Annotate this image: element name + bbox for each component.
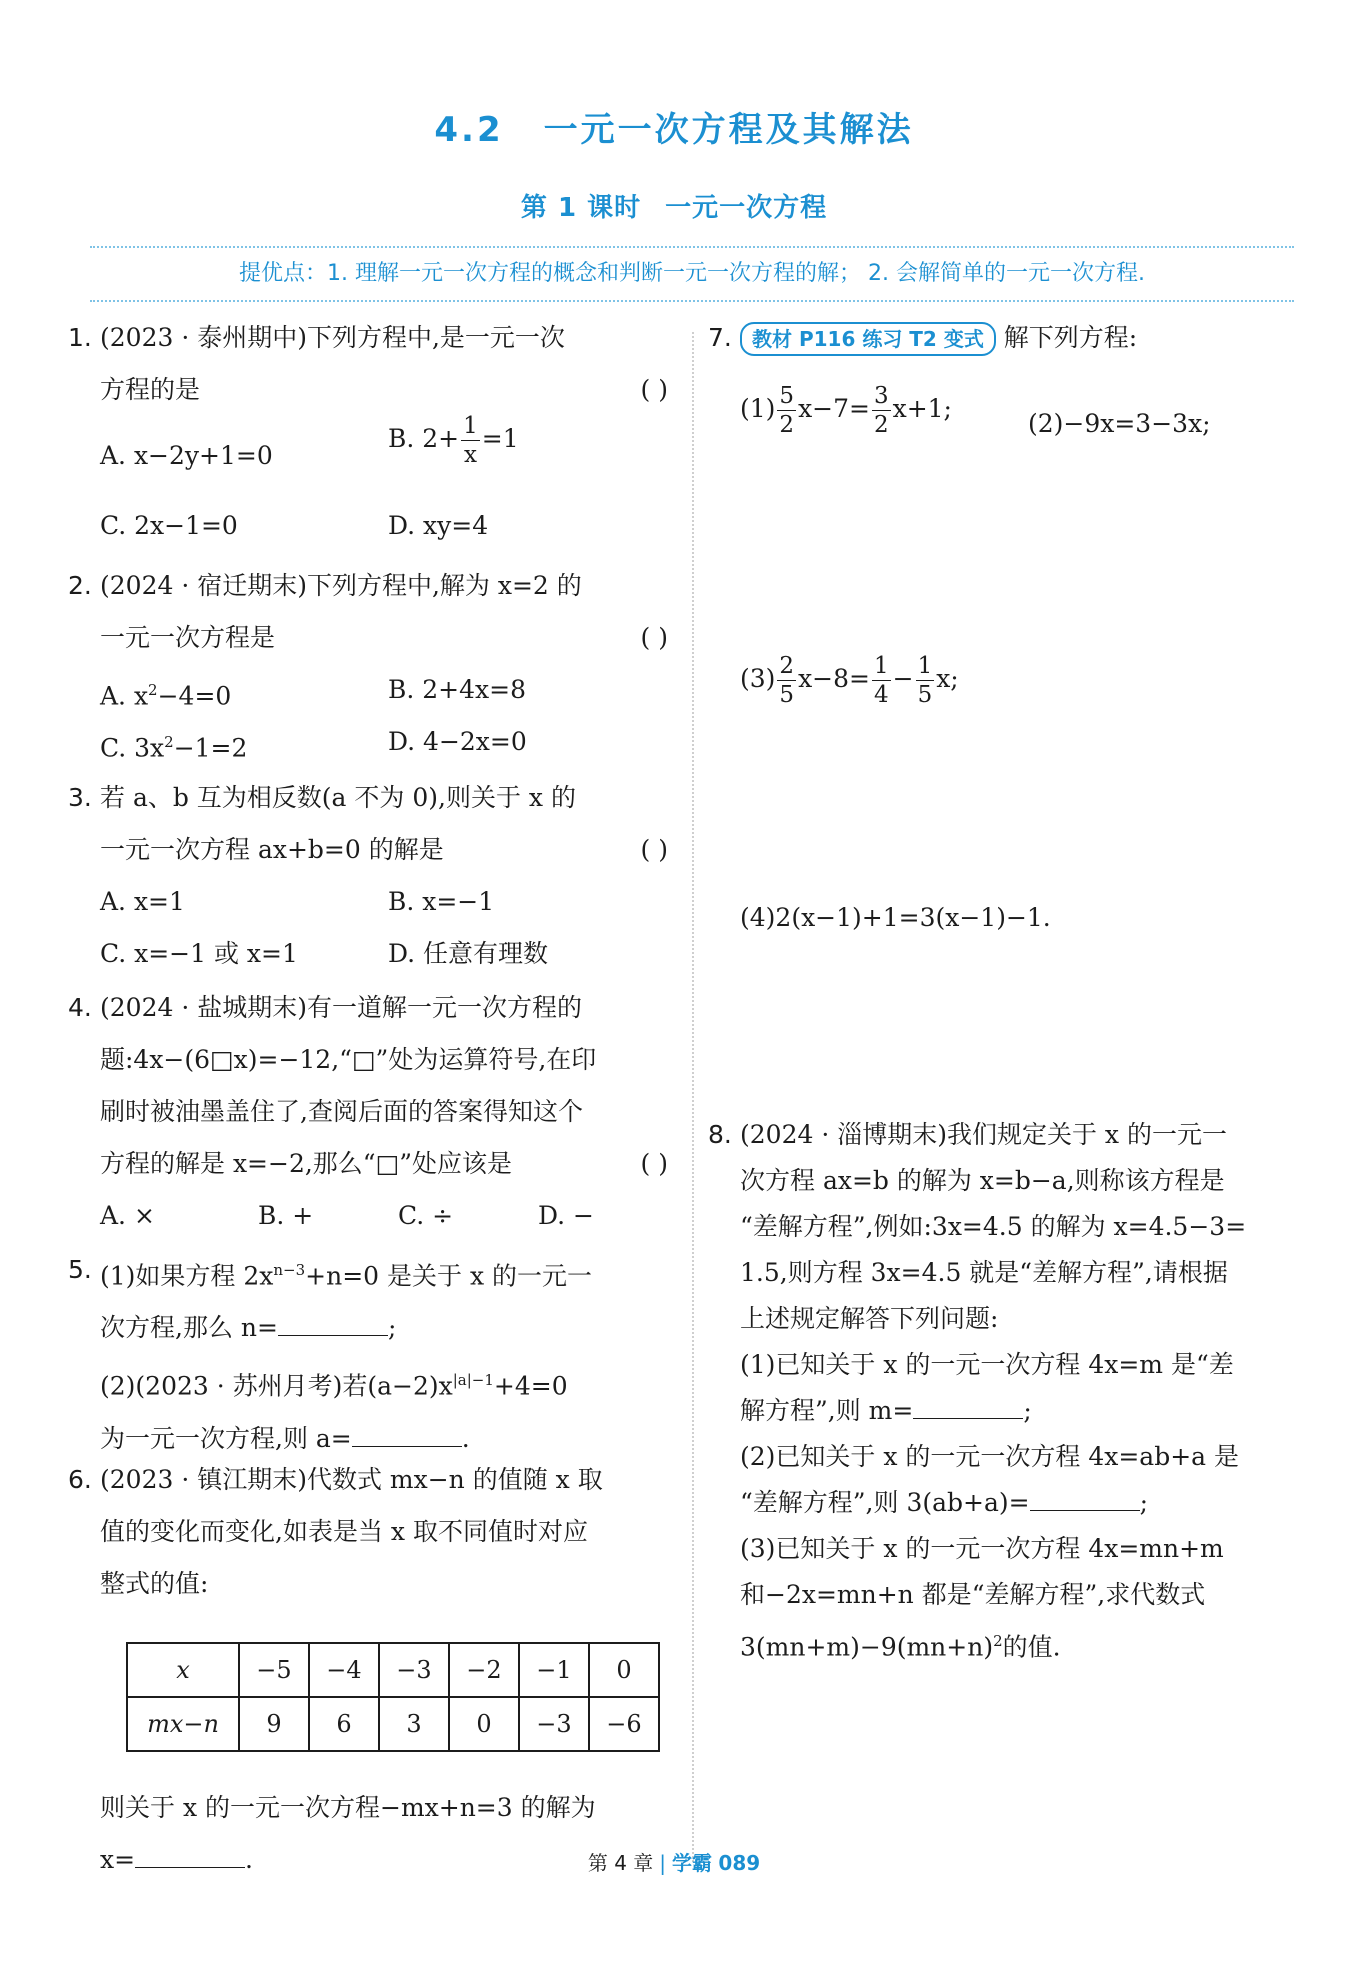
question-7 <box>708 312 1298 364</box>
page-footer: 第 4 章 | 学霸 089 <box>587 1851 761 1875</box>
question-6 <box>68 1454 668 1610</box>
table-row <box>127 1643 659 1697</box>
question-number: 6. <box>68 1465 92 1494</box>
part-1-line: (1)已知关于 x 的一元一次方程 4x=m 是“差 <box>740 1350 1234 1379</box>
option-b: B. + <box>258 1201 314 1230</box>
question-stem-line: 值的变化而变化,如表是当 x 取不同值时对应 <box>100 1517 588 1546</box>
part-1-line: 解方程”,则 m= ; <box>740 1388 1298 1434</box>
question-stem-line: 1.5,则方程 3x=4.5 就是“差解方程”,请根据 <box>740 1258 1228 1287</box>
answer-bracket: ( ) <box>640 835 668 864</box>
equation-4: (4)2(x−1)+1=3(x−1)−1. <box>740 903 1051 932</box>
question-stem-line: (2023 · 镇江期末)代数式 mx−n 的值随 x 取 <box>100 1465 603 1494</box>
lesson-number: 第 1 课时 <box>520 193 642 223</box>
option-c: C. $3x^2-1=2$ <box>100 733 248 763</box>
question-number: 8. <box>708 1120 732 1149</box>
table-cell: 3 <box>379 1697 449 1751</box>
brand-name: 学霸 <box>672 1851 713 1875</box>
question-1 <box>68 312 668 540</box>
question-stem-line: 题:4x−(6□x)=−12,“□”处为运算符号,在印 <box>100 1045 597 1074</box>
option-a: A. $x^2-4=0$ <box>100 681 232 711</box>
question-stem-line: (2024 · 淄博期末)我们规定关于 x 的一元一 <box>740 1120 1227 1149</box>
question-number: 1. <box>68 323 92 352</box>
option-b: B. 2+ $\frac{1}{x}$ =1 <box>388 413 519 468</box>
table-cell: −1 <box>519 1643 589 1697</box>
table-cell: 6 <box>309 1697 379 1751</box>
answer-blank[interactable] <box>352 1418 462 1447</box>
part-3-line: $3(mn+m)-9(mn+n)^2$的值. <box>740 1632 1061 1662</box>
part-3-line: 和−2x=mn+n 都是“差解方程”,求代数式 <box>740 1580 1206 1609</box>
question-number: 7. <box>708 323 732 352</box>
part-1-line: 次方程,那么 n= ; <box>100 1302 668 1354</box>
option-a: A. x=1 <box>100 887 185 916</box>
answer-bracket: ( ) <box>640 375 668 404</box>
option-a: A. × <box>100 1201 155 1230</box>
question-stem-line: 方程的解是 x=−2,那么“□”处应该是 <box>100 1149 512 1178</box>
option-d: D. 4−2x=0 <box>388 727 527 756</box>
part-2-line: (2)已知关于 x 的一元一次方程 4x=ab+a 是 <box>740 1442 1240 1471</box>
answer-blank[interactable] <box>1030 1482 1140 1511</box>
part-2-line: (2)(2023 · 苏州月考)若$(a-2)x^{|a|-1}+4=0$ <box>100 1371 568 1401</box>
option-d: D. xy=4 <box>388 511 489 540</box>
question-stem-line: 一元一次方程 ax+b=0 的解是 <box>100 835 444 864</box>
question-stem-line: (2024 · 盐城期末)有一道解一元一次方程的 <box>100 993 582 1022</box>
option-c: C. 2x−1=0 <box>100 511 238 540</box>
answer-bracket: ( ) <box>640 1149 668 1178</box>
equation-1: (1) $\frac{5}{2}$ x−7= $\frac{3}{2}$ x+1; <box>740 383 952 438</box>
followup-line: x= . <box>100 1834 668 1886</box>
question-number: 3. <box>68 783 92 812</box>
question-8 <box>708 1112 1298 1670</box>
table-header-cell: x <box>127 1643 239 1697</box>
question-3 <box>68 772 668 968</box>
option-c: C. ÷ <box>398 1201 454 1230</box>
lesson-subtitle <box>18 187 1330 224</box>
textbook-reference-tag: 教材 P116 练习 T2 变式 <box>740 322 996 356</box>
table-row <box>127 1697 659 1751</box>
question-number: 5. <box>68 1255 92 1284</box>
question-stem-line: 若 a、b 互为相反数(a 不为 0),则关于 x 的 <box>100 783 576 812</box>
question-2 <box>68 560 668 763</box>
column-divider <box>692 332 694 1862</box>
option-d: D. − <box>538 1201 594 1230</box>
question-stem-line: (2024 · 宿迁期末)下列方程中,解为 x=2 的 <box>100 571 582 600</box>
question-number: 4. <box>68 993 92 1022</box>
chapter-label: 第 4 章 <box>587 1851 654 1875</box>
option-b: B. x=−1 <box>388 887 495 916</box>
lesson-topic: 一元一次方程 <box>665 193 828 223</box>
answer-blank[interactable] <box>278 1307 388 1336</box>
table-cell: −3 <box>379 1643 449 1697</box>
table-cell: −4 <box>309 1643 379 1697</box>
question-4 <box>68 982 668 1230</box>
table-cell: −2 <box>449 1643 519 1697</box>
question-5 <box>68 1244 668 1465</box>
option-b: B. 2+4x=8 <box>388 675 526 704</box>
question-number: 2. <box>68 571 92 600</box>
section-title-text: 一元一次方程及其解法 <box>543 110 914 150</box>
table-cell: 0 <box>589 1643 659 1697</box>
table-cell: −5 <box>239 1643 309 1697</box>
page <box>18 12 1330 1952</box>
question-stem-line: 刷时被油墨盖住了,查阅后面的答案得知这个 <box>100 1097 583 1126</box>
question-stem-line: “差解方程”,例如:3x=4.5 的解为 x=4.5−3= <box>740 1212 1247 1241</box>
question-stem-line: 整式的值: <box>100 1569 209 1598</box>
part-3-line: (3)已知关于 x 的一元一次方程 4x=mn+m <box>740 1534 1224 1563</box>
value-table <box>126 1642 660 1752</box>
equation-2: (2)−9x=3−3x; <box>1028 409 1211 438</box>
question-stem-line: 方程的是 <box>100 375 201 404</box>
key-points-text: 提优点：1. 理解一元一次方程的概念和判断一元一次方程的解； 2. 会解简单的一元一次方程. <box>239 261 1145 286</box>
part-2-line: “差解方程”,则 3(ab+a)= ; <box>740 1480 1298 1526</box>
option-a: A. x−2y+1=0 <box>100 441 273 470</box>
equation-3: (3) $\frac{2}{5}$ x−8= $\frac{1}{4}$ − $\frac{1}{5}$ x; <box>740 653 959 708</box>
question-stem-line: 上述规定解答下列问题: <box>740 1304 999 1333</box>
key-points-bar <box>90 246 1294 302</box>
question-stem-line: 一元一次方程是 <box>100 623 276 652</box>
table-cell: 0 <box>449 1697 519 1751</box>
section-title <box>18 102 1330 151</box>
table-cell: −6 <box>589 1697 659 1751</box>
part-2-line: 为一元一次方程,则 a= . <box>100 1413 668 1465</box>
question-stem-line: 次方程 ax=b 的解为 x=b−a,则称该方程是 <box>740 1166 1225 1195</box>
table-cell: −3 <box>519 1697 589 1751</box>
table-cell: 9 <box>239 1697 309 1751</box>
question-stem-line: 教材 P116 练习 T2 变式 解下列方程: <box>740 312 1298 364</box>
section-number: 4.2 <box>434 110 504 150</box>
option-c: C. x=−1 或 x=1 <box>100 939 298 968</box>
table-header-cell: mx−n <box>127 1697 239 1751</box>
answer-bracket: ( ) <box>640 623 668 652</box>
option-d: D. 任意有理数 <box>388 939 549 968</box>
followup-line: 则关于 x 的一元一次方程−mx+n=3 的解为 <box>100 1793 596 1822</box>
question-stem-line: (2023 · 泰州期中)下列方程中,是一元一次 <box>100 323 565 352</box>
answer-blank[interactable] <box>913 1390 1023 1419</box>
page-number: 089 <box>718 1851 761 1875</box>
part-1-line: (1)如果方程 $2x^{n-3}+n=0$ 是关于 x 的一元一 <box>100 1261 592 1291</box>
